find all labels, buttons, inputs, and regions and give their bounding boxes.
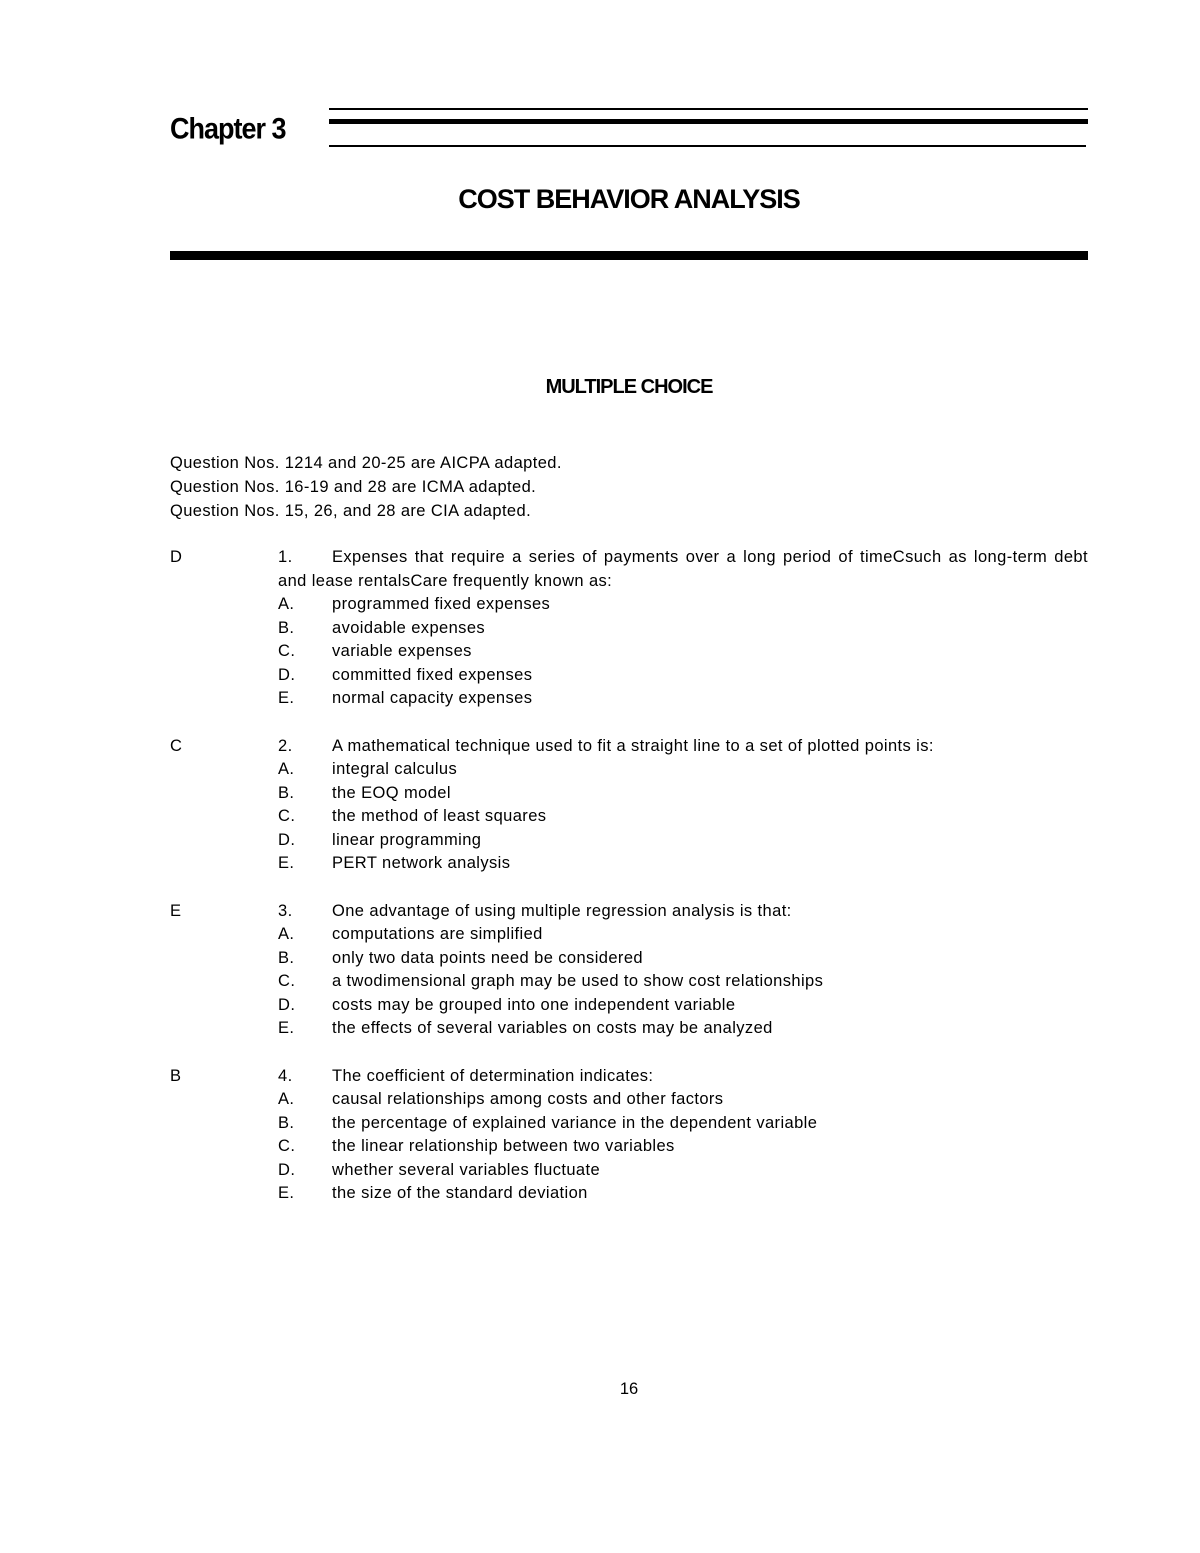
section-heading: MULTIPLE CHOICE [545, 376, 713, 398]
answer-option [278, 994, 1088, 1018]
option-text: avoidable expenses [332, 618, 486, 637]
answer-key: B [170, 1067, 182, 1085]
question-1 [170, 545, 1088, 711]
answer-key: D [170, 548, 183, 566]
option-label: A. [278, 925, 295, 943]
question-text: A mathematical technique used to fit a straight line to a set of plotted points is: [332, 737, 934, 755]
option-label: E. [278, 854, 295, 872]
option-text: costs may be grouped into one independent variable [332, 995, 736, 1014]
answer-option [278, 593, 1088, 617]
question-list [170, 545, 1088, 1229]
option-label: B. [278, 1113, 295, 1132]
answer-option [278, 687, 1088, 711]
option-text: the linear relationship between two variables [332, 1137, 675, 1155]
option-label: D. [278, 995, 296, 1014]
question-stem [278, 545, 1088, 593]
option-label: D. [278, 1160, 296, 1179]
option-text: the EOQ model [332, 783, 451, 802]
header-rule-thick [329, 119, 1088, 124]
option-label: E. [278, 1019, 295, 1037]
source-note: Question Nos. 15, 26, and 28 are CIA adapted. [170, 502, 532, 520]
answer-option [278, 805, 1088, 829]
answer-option [278, 1182, 1088, 1206]
option-text: the effects of several variables on costs may be analyzed [332, 1019, 773, 1037]
option-text: committed fixed expenses [332, 665, 533, 684]
title-rule-heavy [170, 251, 1088, 260]
option-label: A. [278, 760, 295, 778]
option-text: the method of least squares [332, 807, 547, 825]
question-number: 2. [278, 737, 293, 755]
answer-option [278, 640, 1088, 664]
answer-option [278, 1159, 1088, 1183]
option-text: the percentage of explained variance in the dependent variable [332, 1113, 818, 1132]
answer-option [278, 852, 1088, 876]
option-text: causal relationships among costs and other factors [332, 1090, 724, 1108]
question-2 [170, 734, 1088, 876]
answer-option [278, 782, 1088, 806]
question-stem [278, 734, 1088, 758]
answer-option [278, 1135, 1088, 1159]
option-label: B. [278, 948, 295, 967]
answer-option [278, 1017, 1088, 1041]
option-label: B. [278, 783, 295, 802]
option-text: computations are simplified [332, 925, 543, 943]
option-text: whether several variables fluctuate [332, 1160, 601, 1179]
answer-option [278, 1112, 1088, 1136]
option-label: A. [278, 1090, 295, 1108]
option-text: PERT network analysis [332, 854, 511, 872]
answer-option [278, 970, 1088, 994]
answer-option [278, 1088, 1088, 1112]
option-text: the size of the standard deviation [332, 1184, 588, 1202]
question-stem [278, 1064, 1088, 1088]
option-label: E. [278, 1184, 295, 1202]
question-text: One advantage of using multiple regression analysis is that: [332, 902, 792, 920]
option-label: C. [278, 642, 296, 660]
option-label: B. [278, 618, 295, 637]
option-label: A. [278, 595, 295, 613]
source-note: Question Nos. 16-19 and 28 are ICMA adapted. [170, 478, 537, 496]
question-4 [170, 1064, 1088, 1206]
source-notes [170, 451, 562, 523]
option-text: linear programming [332, 830, 482, 849]
answer-option [278, 947, 1088, 971]
question-3 [170, 899, 1088, 1041]
page-number: 16 [619, 1380, 639, 1398]
option-label: E. [278, 689, 295, 707]
option-text: only two data points need be considered [332, 948, 643, 967]
source-note: Question Nos. 1214 and 20-25 are AICPA adapted. [170, 454, 562, 472]
question-number: 3. [278, 902, 293, 920]
question-stem [278, 899, 1088, 923]
question-number: 4. [278, 1067, 293, 1085]
option-text: normal capacity expenses [332, 689, 533, 707]
header-rule-thin-top [329, 108, 1088, 110]
header-rule-thin-bottom [329, 145, 1086, 147]
option-text: integral calculus [332, 760, 458, 778]
option-label: D. [278, 665, 296, 684]
answer-option [278, 923, 1088, 947]
option-label: C. [278, 1137, 296, 1155]
answer-key: E [170, 902, 182, 920]
answer-option [278, 829, 1088, 853]
option-text: a twodimensional graph may be used to show cost relationships [332, 972, 824, 990]
option-text: programmed fixed expenses [332, 595, 551, 613]
chapter-label: Chapter 3 [170, 112, 286, 146]
answer-option [278, 758, 1088, 782]
option-label: D. [278, 830, 296, 849]
option-label: C. [278, 807, 296, 825]
option-label: C. [278, 972, 296, 990]
question-text: The coefficient of determination indicates: [332, 1067, 654, 1085]
answer-option [278, 664, 1088, 688]
answer-option [278, 617, 1088, 641]
question-number: 1. [278, 548, 293, 566]
question-text: Expenses that require a series of payments over a long period of timeCsuch as long-term debt and lease rentalsCare frequently known as: [278, 548, 1088, 590]
option-text: variable expenses [332, 642, 472, 660]
chapter-title: COST BEHAVIOR ANALYSIS [458, 184, 800, 214]
answer-key: C [170, 737, 183, 755]
